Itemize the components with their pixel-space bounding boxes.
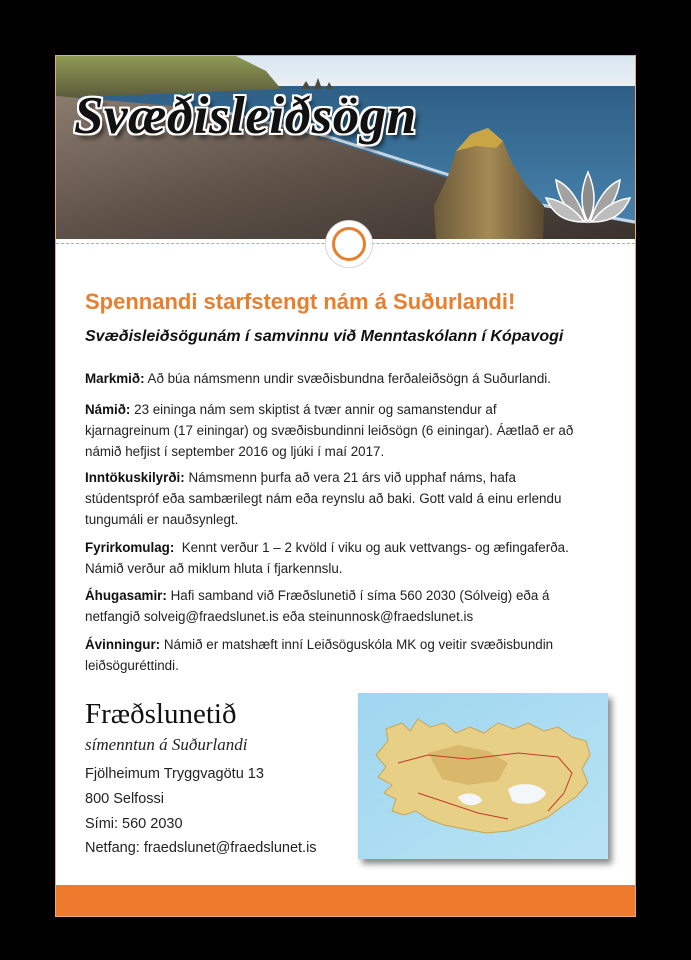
- section-goal: [85, 368, 605, 389]
- section-text: Hafi samband við Fræðslunetið í síma 560 2030 (Sólveig) eða á: [170, 588, 550, 603]
- banner-title: Svæðisleiðsögn: [74, 87, 417, 145]
- circle-ornament-icon: [325, 220, 373, 268]
- page-subheading: Svæðisleiðsögunám í samvinnu við Menntaskólann í Kópavogi: [85, 328, 564, 345]
- org-address-line2: 800 Selfossi: [85, 791, 164, 807]
- section-text: Kennt verður 1 – 2 kvöld í viku og auk vettvangs- og æfingaferða.: [181, 540, 569, 555]
- page-heading: Spennandi starfstengt nám á Suðurlandi!: [85, 289, 516, 314]
- section-label: Áhugasamir:: [85, 588, 167, 603]
- section-label: Fyrirkomulag:: [85, 540, 175, 555]
- section-text: netfangið solveig@fraedslunet.is eða steinunnosk@fraedslunet.is: [85, 609, 474, 624]
- section-benefit: [85, 634, 605, 676]
- section-label: Markmið:: [85, 371, 145, 386]
- org-tagline: símenntun á Suðurlandi: [85, 735, 248, 754]
- org-name: Fræðslunetið: [85, 698, 237, 730]
- section-label: Námið:: [85, 402, 131, 417]
- flyer-page: [55, 55, 636, 917]
- section-text: Að búa námsmenn undir svæðisbundna ferðaleiðsögn á Suðurlandi.: [147, 371, 551, 386]
- section-label: Ávinningur:: [85, 637, 161, 652]
- section-label: Inntökuskilyrði:: [85, 470, 185, 485]
- section-text: Námið er matshæft inní Leiðsöguskóla MK og veitir svæðisbundin: [163, 637, 554, 652]
- section-text: Námið verður að miklum hluta í fjarkennslu.: [85, 561, 343, 576]
- header-banner: [56, 56, 635, 239]
- section-interested: [85, 585, 605, 627]
- section-text: Námsmenn þurfa að vera 21 árs við upphaf náms, hafa: [188, 470, 516, 485]
- section-text: tungumáli er nauðsynlegt.: [85, 512, 239, 527]
- section-study: [85, 399, 605, 462]
- iceland-map: [358, 693, 608, 859]
- section-text: kjarnagreinum (17 einingar) og svæðisbundinni leiðsögn (6 einingar). Áætlað er að: [85, 423, 574, 438]
- org-phone: Sími: 560 2030: [85, 816, 183, 832]
- section-text: námið hefjist í september 2016 og ljúki í maí 2017.: [85, 444, 385, 459]
- org-email: Netfang: fraedslunet@fraedslunet.is: [85, 840, 317, 856]
- beach-photo: [56, 56, 635, 239]
- section-arrangement: [85, 537, 605, 579]
- section-text: leiðsöguréttindi.: [85, 658, 179, 673]
- section-text: stúdentspróf eða sambærilegt nám eða reynslu að baki. Gott vald á einu erlendu: [85, 491, 562, 506]
- org-address-line1: Fjölheimum Tryggvagötu 13: [85, 766, 264, 782]
- section-admission: [85, 467, 605, 530]
- footer-bar: [56, 885, 635, 916]
- section-text: 23 eininga nám sem skiptist á tvær annir og samanstendur af: [134, 402, 497, 417]
